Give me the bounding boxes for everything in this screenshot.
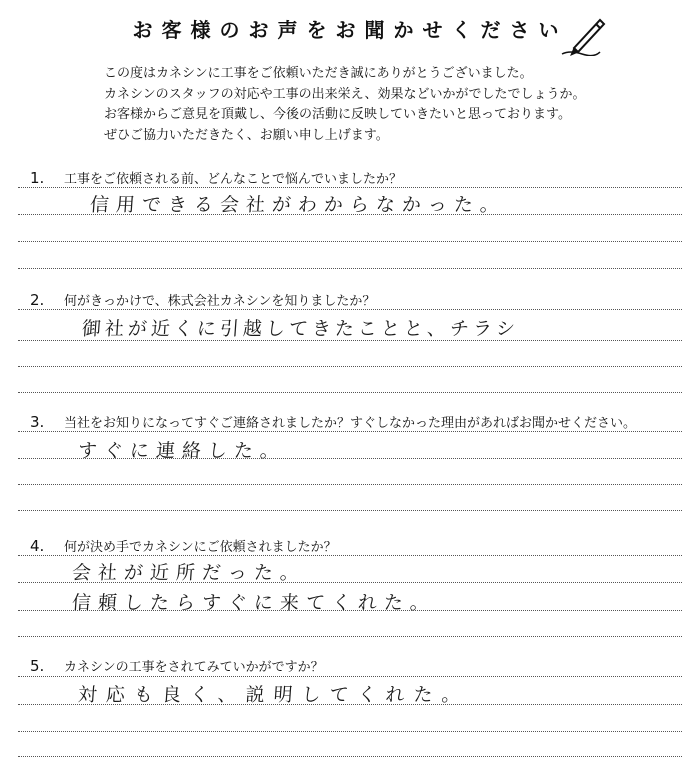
answer-handwritten: 会社が近所だった。 xyxy=(71,562,307,584)
answer-handwritten: すぐに連絡した。 xyxy=(77,440,287,462)
answer-line xyxy=(18,214,682,215)
answer-line xyxy=(18,187,682,188)
question-number: 1. xyxy=(30,169,45,187)
question-number: 5. xyxy=(30,657,45,675)
question-number: 4. xyxy=(30,537,45,555)
pen-icon xyxy=(560,14,610,56)
answer-line xyxy=(18,555,682,556)
answer-line xyxy=(18,340,682,341)
intro-line: カネシンのスタッフの対応や工事の出来栄え、効果などいかがでしたでしょうか。 xyxy=(104,86,586,102)
form-title: お客様のお声をお聞かせください xyxy=(132,18,568,42)
answer-line xyxy=(18,756,682,757)
answer-line xyxy=(18,458,682,459)
answer-line xyxy=(18,241,682,242)
intro-line: この度はカネシンに工事をご依頼いただき誠にありがとうございました。 xyxy=(104,66,533,81)
question-number: 3. xyxy=(30,413,45,431)
answer-handwritten: 御社が近くに引越してきたことと、チラシ xyxy=(81,318,520,340)
answer-line xyxy=(18,431,682,432)
question-text: 何が決め手でカネシンにご依頼されましたか？ xyxy=(64,540,337,555)
answer-line xyxy=(18,704,682,705)
question-text: 何がきっかけで、株式会社カネシンを知りましたか？ xyxy=(64,294,376,309)
answer-line xyxy=(18,582,682,583)
question-2 xyxy=(30,290,375,309)
question-number: 2. xyxy=(30,291,45,309)
answer-line xyxy=(18,510,682,511)
intro-line: お客様からご意見を頂戴し、今後の活動に反映していきたいと思っております。 xyxy=(104,107,571,122)
answer-line xyxy=(18,366,682,367)
answer-line xyxy=(18,309,682,310)
question-5 xyxy=(30,656,324,675)
answer-line xyxy=(18,610,682,611)
intro-text xyxy=(104,64,585,146)
answer-handwritten: 信頼したらすぐに来てくれた。 xyxy=(71,592,437,614)
answer-line xyxy=(18,731,682,732)
answer-handwritten: 信用できる会社がわからなかった。 xyxy=(89,194,507,216)
answer-line xyxy=(18,676,682,677)
question-4 xyxy=(30,536,337,555)
question-text: 工事をご依頼される前、どんなことで悩んでいましたか？ xyxy=(64,172,403,187)
answer-line xyxy=(18,268,682,269)
question-text: カネシンの工事をされてみていかがですか？ xyxy=(64,660,324,675)
answer-line xyxy=(18,636,682,637)
answer-handwritten: 対応も良く、説明してくれた。 xyxy=(77,684,471,706)
answer-line xyxy=(18,484,682,485)
answer-line xyxy=(18,392,682,393)
question-text: 当社をお知りになってすぐご連絡されましたか？すぐしなかった理由があればお聞かせください。 xyxy=(64,416,637,431)
question-3 xyxy=(30,412,636,431)
intro-line: ぜひご協力いただきたく、お願い申し上げます。 xyxy=(104,127,389,143)
question-1 xyxy=(30,168,402,187)
